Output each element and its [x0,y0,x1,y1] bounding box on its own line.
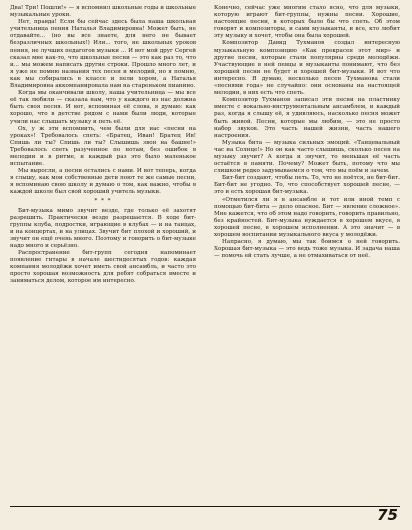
left-paragraph-3: Когда мы оканчивали школу, наша учительница — мы все её так любили — сказала нам, что у каждого из нас должна быть своя песня. И вот, вспоминая её слова, я думаю: как хорошо, что в детстве рядом с нами были люди, которые учили нас слышать музыку и петь её. [10,90,196,125]
left-column [10,5,196,505]
footer-rule [10,506,400,507]
left-paragraph-4: Ох, у ж эти вспомнить, чем были для нас «песни на уроках»! Требовалось спеть: «Братец, Иван! Братец Ив! Спишь ли ты? Спишь ли ты? Слышишь звон на башне!» Требовалось спеть разученное по нотам, без ошибок в мелодии и в ритме, и каждый раз это было маленькое испытание. [10,125,196,168]
left-paragraph-2: Нет, правда! Если бы сейчас здесь была наша школьная учительница пения Наталья Владимировна! Может быть, не отдавайте... (но вы все знаете, для него не бывает безразличных школьных!) Или... того, не школьных уроков пения, не лучших педагогов музыки ... И вот мой друг Сергей сказал мне как-то, что школьные песни — это как раз то, что и... мы можем написать другие строки. Прошло много лет, и я уже не помню названия тех песен и мелодий, но я помню, как мы собирались в классе и пели хором, а Наталья Владимировна аккомпанировала нам на стареньком пианино. [10,19,196,90]
right-paragraph-2: Композитор Давид Тухманов создал интересную музыкальную композицию «Как прекрасен этот мир» и другие песни, которые стали популярны среди молодёжи. Участвующие в ней певцы и музыканты понимают, что без хорошей песни не будет и хорошей бит-музыки. И вот что интересно. Я думаю, несколько песен Тухманова стали «песнями года» не случайно: они основаны на настоящей мелодии, в них есть что спеть. [214,40,400,97]
right-paragraph-4: Музыка бита — музыка сильных эмоций. «Танцевальный час на Солнце!» Но он как часто слышишь, сколько песен на музыку звучит? А когда и звучит, то меньшая её часть остаётся в памяти. Почему? Может быть, потому что мы слишком редко задумываемся о том, что мы поём и зачем. [214,139,400,175]
right-column [214,5,400,505]
section-separator: * * * [94,197,112,204]
right-paragraph-6: «Отметился ли я в ансамбле и тот или иной темп с помощью бит-бита — дело опасное. Бит — явление сложное». Мне кажется, что об этом надо говорить, говорить правильно, без крайностей. Бит-музыка нуждается в хорошем вкусе, в хорошей песне, в хорошем исполнении. А это значит — в хорошем воспитании музыкального вкуса у молодёжи. [214,196,400,238]
left-paragraph-7: Распространение бит-групп сегодня напоминает появление гитары в начале шестидесятых годов: каждая компания молодёжи хочет иметь свой ансамбль, и часто это просто хорошая возможность для ребят собраться вместе и заниматься делом, которое им интересно. [10,250,196,285]
left-paragraph-1: Два! Три! Пошли!» — я вспомнил школьные годы и школьные музыкальные уроки. [10,5,196,19]
left-paragraph-5: Мы выросли, а песни остались с нами. И вот теперь, когда я слышу, как мои собственные дети поют те же самые песни, я вспоминаю свою школу и думаю о том, как важно, чтобы в каждой школе был свой хороший учитель музыки. [10,168,196,196]
page-number: 75 [377,506,398,524]
right-paragraph-1: Конечно, сейчас уже многим стало ясно, что для музыки, которую играют бит-группы, нужны песни. Хорошие, настоящие песни, в которых было бы что спеть. Об этом говорят и композиторы, и сами музыканты, и все, кто любит эту музыку и хочет, чтобы она была хорошей. [214,5,400,40]
right-paragraph-7: Напрасно, я думаю, мы так боимся о ней говорить. Хорошая бит-музыка — это ведь тоже музыка. И задача наша — помочь ей стать лучше, а не отмахиваться от неё. [214,239,400,260]
left-paragraph-6: Бит-музыка мимо звучит везде, где только её захотят разрешить. Практически везде разрешается. В ходе бит-группы клуба, подростки, играющие в клубах — и на танцах, и на концертах, и на улицах. Звучит бит плохой и хороший, и звучит он ещё очень много. Поэтому и говорить о бит-музыке надо много и серьёзно. [10,207,196,249]
right-paragraph-3: Композитор Тухманов записал эти песни на пластинку вместе с вокально-инструментальным ансамблем, и каждый раз, когда я слышу её, я удивляюсь, насколько песня может быть живой. Песни, которые мы любим, — это не просто набор звуков. Это часть нашей жизни, часть нашего настроения. [214,97,400,139]
right-paragraph-5: Бит-бит создают, чтобы петь. То, что не поётся, не бит-бит. Бит-бит не угодно. То, что способствует хорошей песне, — это и есть хорошая бит-музыка. [214,175,400,196]
